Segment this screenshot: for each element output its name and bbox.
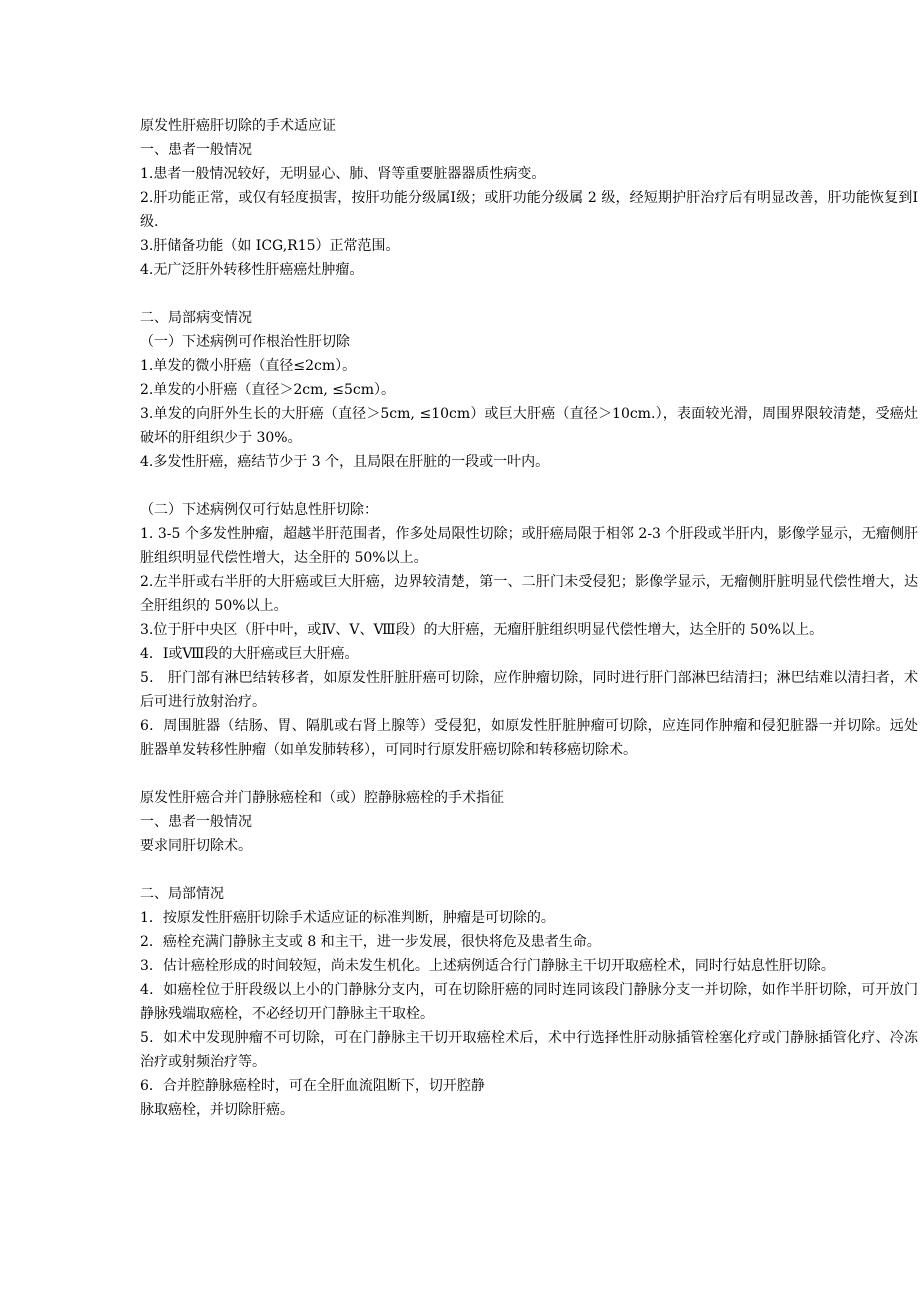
section1-sub2-item-5: 5． 肝门部有淋巴结转移者，如原发性肝脏肝癌可切除，应作肿瘤切除，同时进行肝门部淋巴结清扫；淋巴结难以清扫者，术后可进行放射治疗。 [140,670,918,710]
section1-sub1-item-1: 1.单发的微小肝癌（直径≤2cm）。 [140,358,357,374]
blank-line [140,858,918,882]
section2-part2-item-6-cont: 脉取癌栓，并切除肝癌。 [140,1102,294,1118]
section2-part1-item-1: 要求同肝切除术。 [140,838,252,854]
section2-part2-item-6: 6．合并腔静脉癌栓时，可在全肝血流阻断下，切开腔静 [140,1078,485,1094]
section1-sub2-item-2: 2.左半肝或右半肝的大肝癌或巨大肝癌，边界较清楚，第一、二肝门未受侵犯；影像学显示，无瘤侧肝脏明显代偿性增大，达全肝组织的 50%以上。 [140,574,918,614]
section2-title: 原发性肝癌合并门静脉癌栓和（或）腔静脉癌栓的手术指征 [140,790,504,806]
section2-part1-heading: 一、患者一般情况 [140,814,252,830]
section1-sub1-item-3: 3.单发的向肝外生长的大肝癌（直径＞5cm, ≤10cm）或巨大肝癌（直径＞10cm.），表面较光滑，周围界限较清楚，受癌灶破坏的肝组织少于 30%。 [140,406,918,446]
section1-sub2-heading: （二）下述病例仅可行姑息性肝切除： [140,502,378,518]
section2-part2-item-2: 2．癌栓充满门静脉主支或 8 和主干，进一步发展，很快将危及患者生命。 [140,934,601,950]
section2-part2-item-4: 4．如癌栓位于肝段级以上小的门静脉分支内，可在切除肝癌的同时连同该段门静脉分支一并切除，如作半肝切除，可开放门静脉残端取癌栓，不必经切开门静脉主干取栓。 [140,982,918,1022]
section1-title: 原发性肝癌肝切除的手术适应证 [140,118,336,134]
section2-part2-item-1: 1．按原发性肝癌肝切除手术适应证的标准判断，肿瘤是可切除的。 [140,910,555,926]
section1-part1-item-4: 4.无广泛肝外转移性肝癌癌灶肿瘤。 [140,262,364,278]
section2-part2-heading: 二、局部情况 [140,886,224,902]
section2-part2-item-5: 5．如术中发现肿瘤不可切除，可在门静脉主干切开取癌栓术后，术中行选择性肝动脉插管栓塞化疗或门静脉插管化疗、冷冻治疗或射频治疗等。 [140,1030,918,1070]
section1-part1-heading: 一、患者一般情况 [140,142,252,158]
section1-part1-item-3: 3.肝储备功能（如 ICG,R15）正常范围。 [140,238,400,254]
document-page [140,114,918,1122]
blank-line [140,474,918,498]
blank-line [140,282,918,306]
blank-line [140,762,918,786]
section1-sub1-heading: （一）下述病例可作根治性肝切除 [140,334,350,350]
section1-sub2-item-3: 3.位于肝中央区（肝中叶，或Ⅳ、Ⅴ、Ⅷ段）的大肝癌，无瘤肝脏组织明显代偿性增大，达全肝的 50%以上。 [140,622,824,638]
section1-part1-item-2: 2.肝功能正常，或仅有轻度损害，按肝功能分级属Ⅰ级；或肝功能分级属 2 级，经短期护肝治疗后有明显改善，肝功能恢复到Ⅰ级. [140,190,918,230]
section1-sub2-item-6: 6．周围脏器（结肠、胃、隔肌或右肾上腺等）受侵犯，如原发性肝脏肿瘤可切除，应连同作肿瘤和侵犯脏器一并切除。远处脏器单发转移性肿瘤（如单发肺转移），可同时行原发肝癌切除和转移癌切除术。 [140,718,918,758]
section1-part1-item-1: 1.患者一般情况较好，无明显心、肺、肾等重要脏器器质性病变。 [140,166,546,182]
section1-sub1-item-2: 2.单发的小肝癌（直径＞2cm, ≤5cm）。 [140,382,396,398]
section2-part2-item-3: 3．估计癌栓形成的时间较短，尚未发生机化。上述病例适合行门静脉主干切开取癌栓术，同时行姑息性肝切除。 [140,958,835,974]
section1-sub2-item-1: 1. 3-5 个多发性肿瘤，超越半肝范围者，作多处局限性切除；或肝癌局限于相邻 2-3 个肝段或半肝内，影像学显示，无瘤侧肝脏组织明显代偿性增大，达全肝的 50%以上。 [140,526,918,566]
section1-part2-heading: 二、局部病变情况 [140,310,252,326]
section1-sub1-item-4: 4.多发性肝癌，癌结节少于 3 个，且局限在肝脏的一段或一叶内。 [140,454,550,470]
section1-sub2-item-4: 4．Ⅰ或Ⅷ段的大肝癌或巨大肝癌。 [140,646,359,662]
